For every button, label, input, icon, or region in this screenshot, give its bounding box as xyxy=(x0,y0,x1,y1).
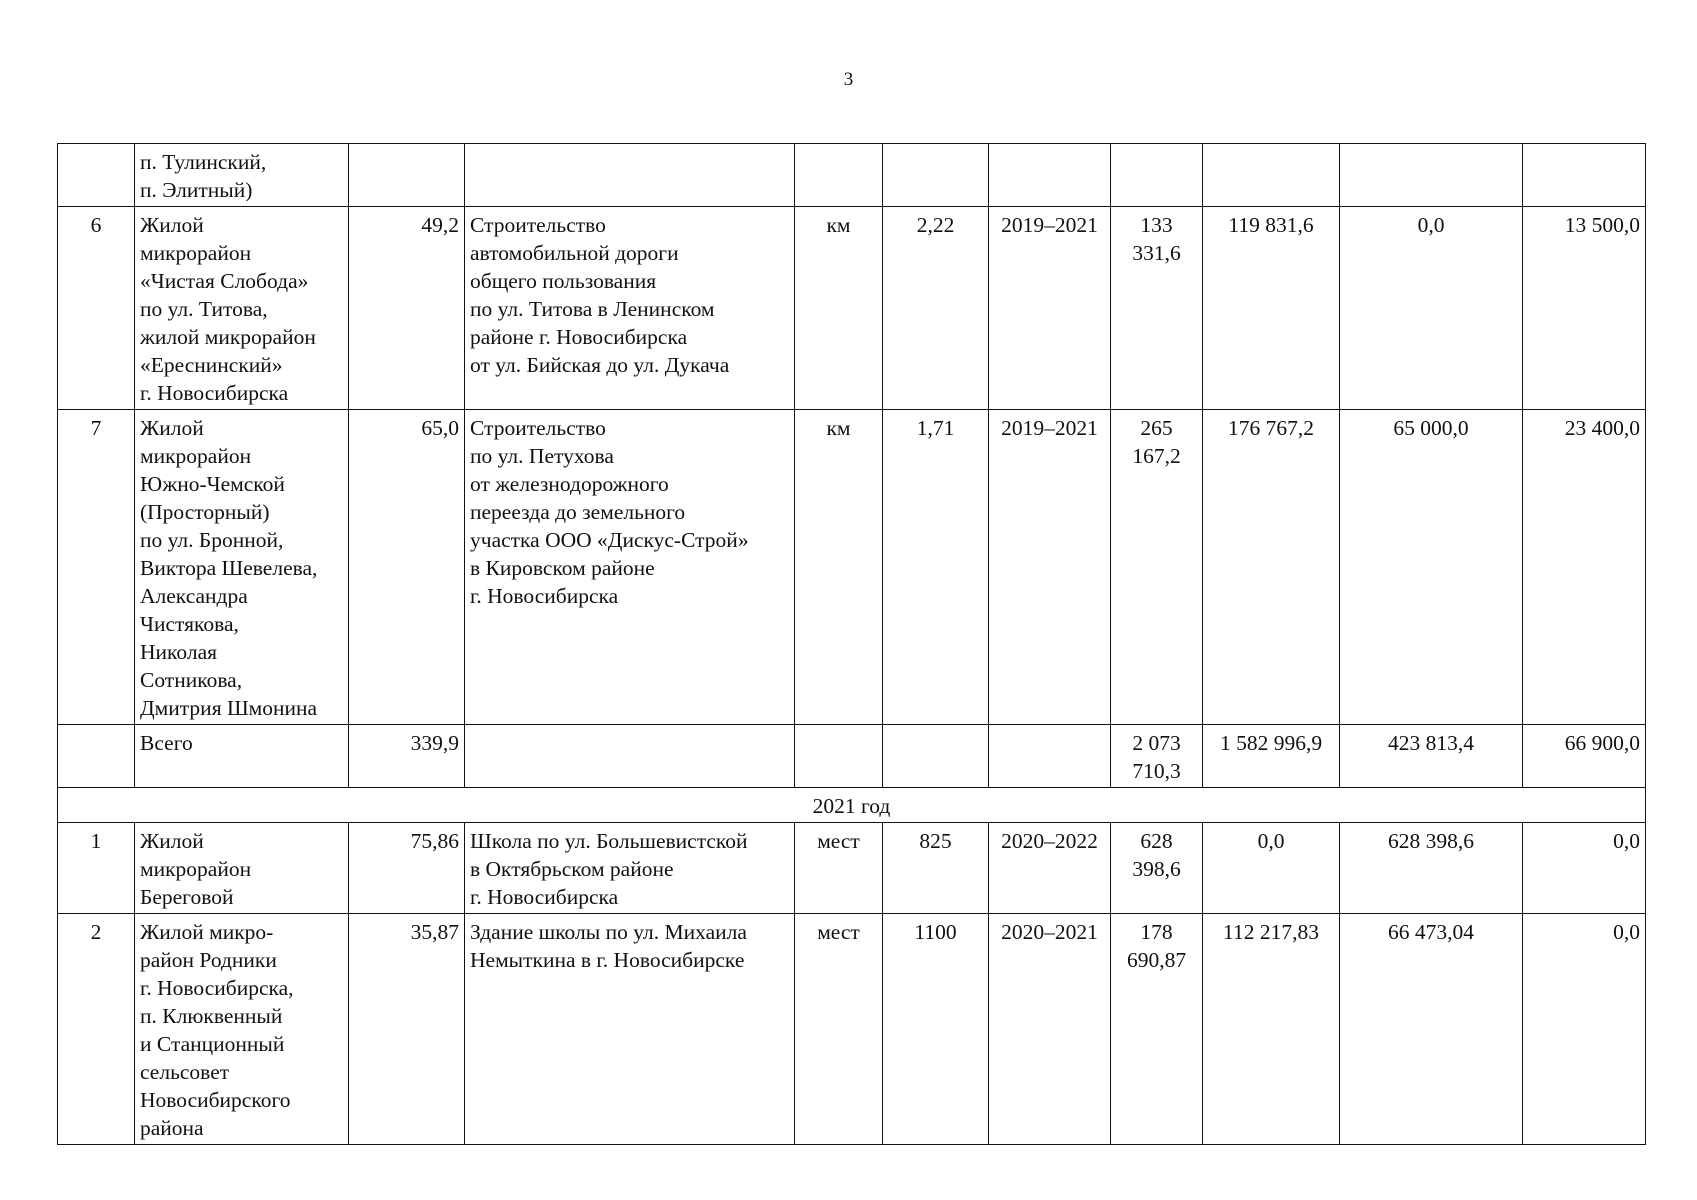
area-cell xyxy=(349,144,465,207)
capacity-cell: 825 xyxy=(883,823,989,914)
row-number-cell: 2 xyxy=(58,914,135,1145)
object-cell xyxy=(465,144,795,207)
table-row xyxy=(58,823,1646,914)
capacity-cell: 1100 xyxy=(883,914,989,1145)
unit-cell xyxy=(795,725,883,788)
district-cell: п. Тулинский, п. Элитный) xyxy=(135,144,349,207)
period-cell: 2020–2022 xyxy=(989,823,1111,914)
row-number-cell: 6 xyxy=(58,207,135,410)
total-cost-cell: 133 331,6 xyxy=(1111,207,1203,410)
funding-cell-1: 176 767,2 xyxy=(1203,410,1340,725)
area-cell: 49,2 xyxy=(349,207,465,410)
unit-cell: мест xyxy=(795,914,883,1145)
table-row xyxy=(58,207,1646,410)
row-number-cell xyxy=(58,144,135,207)
funding-cell-1: 119 831,6 xyxy=(1203,207,1340,410)
funding-cell-2: 0,0 xyxy=(1340,207,1523,410)
period-cell: 2019–2021 xyxy=(989,410,1111,725)
unit-cell xyxy=(795,144,883,207)
year-heading: 2021 год xyxy=(58,788,1646,823)
funding-cell-3: 66 900,0 xyxy=(1523,725,1646,788)
total-cost-cell xyxy=(1111,144,1203,207)
funding-cell-3: 0,0 xyxy=(1523,914,1646,1145)
funding-cell-1 xyxy=(1203,144,1340,207)
funding-cell-2: 628 398,6 xyxy=(1340,823,1523,914)
object-cell: Здание школы по ул. Михаила Немыткина в г. Новосибирске xyxy=(465,914,795,1145)
funding-cell-3: 13 500,0 xyxy=(1523,207,1646,410)
total-cost-cell: 178 690,87 xyxy=(1111,914,1203,1145)
row-number-cell xyxy=(58,725,135,788)
year-heading-row xyxy=(58,788,1646,823)
total-label-cell: Всего xyxy=(135,725,349,788)
area-cell: 35,87 xyxy=(349,914,465,1145)
district-cell: Жилой микрорайон Береговой xyxy=(135,823,349,914)
funding-cell-2 xyxy=(1340,144,1523,207)
area-cell: 339,9 xyxy=(349,725,465,788)
funding-cell-1: 1 582 996,9 xyxy=(1203,725,1340,788)
capacity-cell: 2,22 xyxy=(883,207,989,410)
district-cell: Жилой микрорайон Южно-Чемской (Просторный) по ул. Бронной, Виктора Шевелева, Александра Чистякова, Николая Сотникова, Дмитрия Шмонина xyxy=(135,410,349,725)
total-cost-cell: 265 167,2 xyxy=(1111,410,1203,725)
district-cell: Жилой микрорайон «Чистая Слобода» по ул. Титова, жилой микрорайон «Ереснинский» г. Новосибирска xyxy=(135,207,349,410)
total-row xyxy=(58,725,1646,788)
capacity-cell: 1,71 xyxy=(883,410,989,725)
total-cost-cell: 628 398,6 xyxy=(1111,823,1203,914)
object-cell: Строительство по ул. Петухова от железнодорожного переезда до земельного участка ООО «Дискус-Строй» в Кировском районе г. Новосибирска xyxy=(465,410,795,725)
table-row xyxy=(58,144,1646,207)
unit-cell: км xyxy=(795,207,883,410)
object-cell xyxy=(465,725,795,788)
period-cell: 2020–2021 xyxy=(989,914,1111,1145)
area-cell: 65,0 xyxy=(349,410,465,725)
period-cell xyxy=(989,725,1111,788)
unit-cell: км xyxy=(795,410,883,725)
funding-cell-1: 0,0 xyxy=(1203,823,1340,914)
object-cell: Строительство автомобильной дороги общего пользования по ул. Титова в Ленинском районе г. Новосибирска от ул. Бийская до ул. Дукача xyxy=(465,207,795,410)
total-cost-cell: 2 073 710,3 xyxy=(1111,725,1203,788)
period-cell xyxy=(989,144,1111,207)
object-cell: Школа по ул. Большевистской в Октябрьском районе г. Новосибирска xyxy=(465,823,795,914)
capacity-cell xyxy=(883,144,989,207)
capacity-cell xyxy=(883,725,989,788)
page-number: 3 xyxy=(843,69,854,90)
investment-table xyxy=(57,143,1646,1145)
funding-cell-3: 23 400,0 xyxy=(1523,410,1646,725)
row-number-cell: 1 xyxy=(58,823,135,914)
area-cell: 75,86 xyxy=(349,823,465,914)
district-cell: Жилой микро- район Родники г. Новосибирска, п. Клюквенный и Станционный сельсовет Новосибирского района xyxy=(135,914,349,1145)
funding-cell-1: 112 217,83 xyxy=(1203,914,1340,1145)
table-row xyxy=(58,914,1646,1145)
funding-cell-3: 0,0 xyxy=(1523,823,1646,914)
row-number-cell: 7 xyxy=(58,410,135,725)
funding-cell-2: 66 473,04 xyxy=(1340,914,1523,1145)
funding-cell-2: 423 813,4 xyxy=(1340,725,1523,788)
table-body xyxy=(58,144,1646,1145)
unit-cell: мест xyxy=(795,823,883,914)
funding-cell-2: 65 000,0 xyxy=(1340,410,1523,725)
table-row xyxy=(58,410,1646,725)
funding-cell-3 xyxy=(1523,144,1646,207)
period-cell: 2019–2021 xyxy=(989,207,1111,410)
